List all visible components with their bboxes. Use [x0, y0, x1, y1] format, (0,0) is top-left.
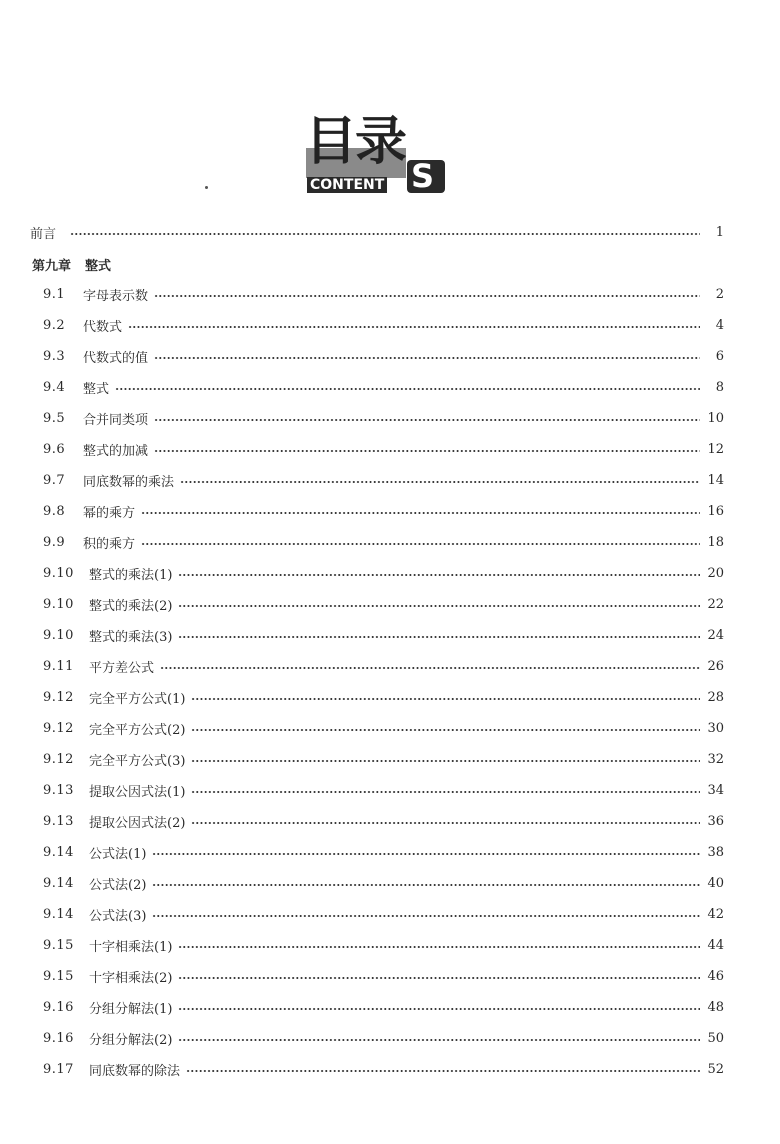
section-page-number: 48	[707, 999, 724, 1015]
section-title: 提取公因式法(1)	[89, 784, 186, 800]
page-title-english-last-letter: S	[411, 157, 435, 195]
chapter-number: 第九章	[32, 258, 72, 274]
dot-leader	[178, 946, 700, 948]
section-title: 公式法(1)	[89, 846, 147, 862]
toc-row[interactable]	[43, 593, 724, 615]
section-title: 合并同类项	[83, 412, 149, 428]
dot-leader	[141, 512, 700, 514]
section-number: 9.16	[43, 999, 74, 1015]
dot-leader	[191, 760, 700, 762]
section-page-number: 2	[715, 286, 724, 302]
dot-leader	[154, 357, 700, 359]
section-title: 代数式	[83, 319, 123, 335]
toc-row[interactable]	[43, 810, 724, 832]
section-page-number: 16	[707, 503, 724, 519]
dot-leader	[191, 729, 700, 731]
toc-row[interactable]	[43, 717, 724, 739]
section-page-number: 34	[707, 782, 724, 798]
toc-row[interactable]	[43, 562, 724, 584]
section-page-number: 22	[707, 596, 724, 612]
toc-row[interactable]	[43, 841, 724, 863]
section-title: 代数式的值	[83, 350, 149, 366]
section-number: 9.1	[43, 286, 66, 302]
section-page-number: 28	[707, 689, 724, 705]
section-title: 完全平方公式(3)	[89, 753, 186, 769]
toc-row[interactable]	[43, 655, 724, 677]
toc-row[interactable]	[43, 500, 724, 522]
dot-leader	[152, 915, 700, 917]
section-title: 整式的乘法(3)	[89, 629, 173, 645]
toc-row[interactable]	[43, 779, 724, 801]
dot-leader	[178, 605, 700, 607]
toc-row[interactable]	[43, 965, 724, 987]
dot-leader	[180, 481, 700, 483]
section-page-number: 18	[707, 534, 724, 550]
dot-leader	[191, 822, 700, 824]
section-title: 字母表示数	[83, 288, 149, 304]
dot-leader	[191, 791, 700, 793]
preface-page: 1	[715, 224, 724, 240]
section-page-number: 32	[707, 751, 724, 767]
dot-leader	[178, 977, 700, 979]
print-speck	[205, 186, 208, 189]
section-page-number: 10	[707, 410, 724, 426]
section-number: 9.2	[43, 317, 66, 333]
section-title: 幂的乘方	[83, 505, 136, 521]
section-number: 9.12	[43, 720, 74, 736]
dot-leader	[141, 543, 700, 545]
section-title: 分组分解法(2)	[89, 1032, 173, 1048]
dot-leader	[115, 388, 700, 390]
section-page-number: 44	[707, 937, 724, 953]
section-page-number: 20	[707, 565, 724, 581]
dot-leader	[70, 233, 700, 235]
section-number: 9.12	[43, 689, 74, 705]
dot-leader	[191, 698, 700, 700]
section-number: 9.13	[43, 782, 74, 798]
section-title: 十字相乘法(2)	[89, 970, 173, 986]
section-page-number: 52	[707, 1061, 724, 1077]
toc-row[interactable]	[43, 345, 724, 367]
section-number: 9.16	[43, 1030, 74, 1046]
dot-leader	[154, 295, 700, 297]
toc-row[interactable]	[43, 283, 724, 305]
section-page-number: 26	[707, 658, 724, 674]
toc-row[interactable]	[43, 748, 724, 770]
dot-leader	[160, 667, 700, 669]
toc-row[interactable]	[43, 996, 724, 1018]
page-title: 目录	[305, 111, 406, 172]
section-title: 平方差公式	[89, 660, 155, 676]
section-page-number: 40	[707, 875, 724, 891]
toc-row[interactable]	[43, 376, 724, 398]
section-page-number: 12	[707, 441, 724, 457]
chapter-heading[interactable]	[32, 253, 111, 275]
dot-leader	[154, 419, 700, 421]
section-page-number: 50	[707, 1030, 724, 1046]
section-number: 9.10	[43, 596, 74, 612]
dot-leader	[178, 574, 700, 576]
section-number: 9.14	[43, 906, 74, 922]
page-title-english: CONTENT	[307, 177, 387, 193]
section-title: 十字相乘法(1)	[89, 939, 173, 955]
preface-label: 前言	[30, 226, 57, 242]
section-number: 9.15	[43, 968, 74, 984]
section-title: 积的乘方	[83, 536, 136, 552]
toc-row[interactable]	[43, 1058, 724, 1080]
section-number: 9.10	[43, 627, 74, 643]
section-number: 9.15	[43, 937, 74, 953]
section-page-number: 36	[707, 813, 724, 829]
section-title: 分组分解法(1)	[89, 1001, 173, 1017]
section-title: 公式法(3)	[89, 908, 147, 924]
section-number: 9.12	[43, 751, 74, 767]
section-page-number: 14	[707, 472, 724, 488]
section-number: 9.17	[43, 1061, 74, 1077]
dot-leader	[154, 450, 700, 452]
section-number: 9.10	[43, 565, 74, 581]
section-page-number: 30	[707, 720, 724, 736]
toc-row[interactable]	[43, 686, 724, 708]
toc-row[interactable]	[43, 934, 724, 956]
section-title: 提取公因式法(2)	[89, 815, 186, 831]
section-number: 9.5	[43, 410, 66, 426]
toc-row[interactable]	[43, 531, 724, 553]
section-title: 整式的乘法(2)	[89, 598, 173, 614]
section-page-number: 46	[707, 968, 724, 984]
section-page-number: 8	[715, 379, 724, 395]
section-page-number: 38	[707, 844, 724, 860]
section-title: 整式的乘法(1)	[89, 567, 173, 583]
toc-row[interactable]	[43, 407, 724, 429]
toc-row[interactable]	[43, 624, 724, 646]
section-number: 9.11	[43, 658, 74, 674]
dot-leader	[152, 884, 700, 886]
toc-row[interactable]	[43, 469, 724, 491]
section-number: 9.14	[43, 844, 74, 860]
section-page-number: 24	[707, 627, 724, 643]
section-title: 整式的加减	[83, 443, 149, 459]
section-number: 9.7	[43, 472, 66, 488]
dot-leader	[152, 853, 700, 855]
toc-row-preface[interactable]	[30, 221, 724, 243]
section-number: 9.4	[43, 379, 66, 395]
toc-row[interactable]	[43, 314, 724, 336]
toc-row[interactable]	[43, 872, 724, 894]
section-title: 同底数幂的除法	[89, 1063, 181, 1079]
section-title: 同底数幂的乘法	[83, 474, 175, 490]
section-number: 9.14	[43, 875, 74, 891]
dot-leader	[186, 1070, 700, 1072]
chapter-title: 整式	[85, 258, 112, 274]
section-page-number: 6	[715, 348, 724, 364]
toc-row[interactable]	[43, 438, 724, 460]
dot-leader	[178, 1008, 700, 1010]
contents-title-logo	[303, 111, 445, 195]
toc-row[interactable]	[43, 1027, 724, 1049]
dot-leader	[178, 636, 700, 638]
section-page-number: 4	[715, 317, 724, 333]
section-title: 完全平方公式(2)	[89, 722, 186, 738]
section-number: 9.13	[43, 813, 74, 829]
section-title: 公式法(2)	[89, 877, 147, 893]
section-number: 9.8	[43, 503, 66, 519]
toc-row[interactable]	[43, 903, 724, 925]
section-number: 9.9	[43, 534, 66, 550]
section-page-number: 42	[707, 906, 724, 922]
section-title: 完全平方公式(1)	[89, 691, 186, 707]
dot-leader	[128, 326, 700, 328]
section-number: 9.6	[43, 441, 66, 457]
dot-leader	[178, 1039, 700, 1041]
section-number: 9.3	[43, 348, 66, 364]
section-title: 整式	[83, 381, 110, 397]
